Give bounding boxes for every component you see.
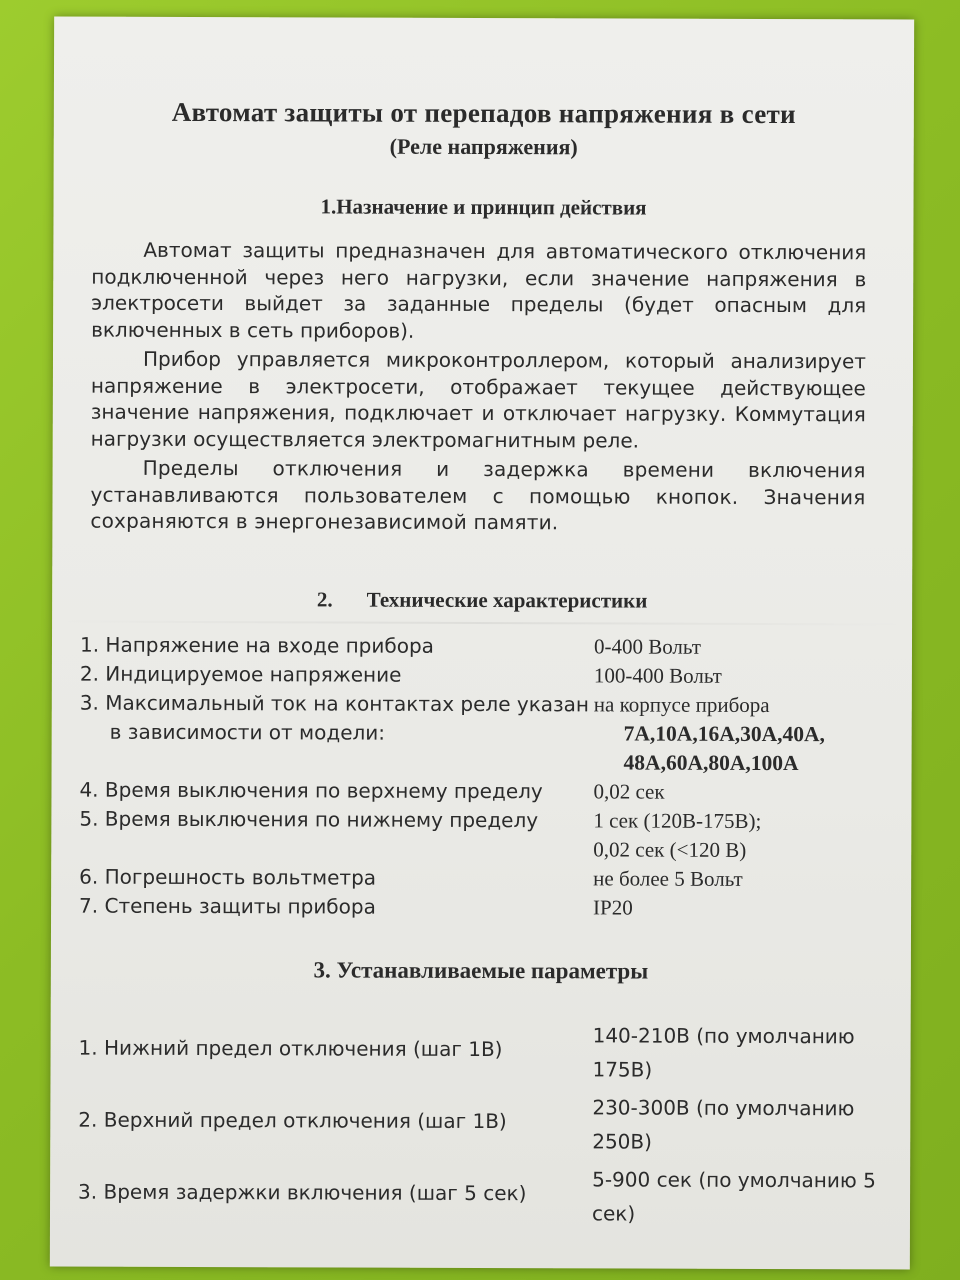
spec-value: на корпусе прибора [593, 692, 770, 718]
spec-label: 2. Индицируемое напряжение [79, 661, 402, 687]
section-1-body [90, 237, 866, 540]
parameter-label: 1. Нижний предел отключения (шаг 1В) [78, 1035, 503, 1062]
parameter-row [78, 1161, 878, 1232]
spec-row [79, 892, 879, 924]
spec-row [79, 863, 879, 895]
instruction-sheet [50, 17, 914, 1270]
spec-value-line: 0,02 сек (<120 В) [593, 837, 747, 862]
spec-label: в зависимости от модели: [109, 719, 386, 745]
spec-label: 7. Степень защиты прибора [79, 893, 376, 919]
spec-value: не более 5 Вольт [593, 866, 743, 891]
spec-value: 0-400 Вольт [593, 634, 701, 659]
parameter-value: 230-300В (по умолчанию 250В) [592, 1095, 855, 1154]
paragraph: Автомат защиты предназначен для автоматического отключения подключенной через него нагрузки, если значение напряжения в электросети выйдет за заданные пределы (будет опасным для включенных в сеть приборов). [91, 237, 867, 343]
document-subtitle: (Реле напряжения) [389, 133, 578, 160]
parameter-list [78, 1017, 879, 1236]
parameter-value: 5-900 сек (по умолчанию 5 сек) [591, 1167, 876, 1226]
parameter-label: 2. Верхний предел отключения (шаг 1В) [78, 1107, 507, 1134]
spec-value: 0,02 сек [593, 779, 665, 804]
parameter-row [78, 1017, 878, 1088]
spec-row [79, 776, 879, 808]
paragraph: Прибор управляется микроконтроллером, который анализирует напряжение в электросети, отображает текущее действующее значение напряжения, подключает и отключает нагрузку. Коммутация нагрузки осуществляется электромагнитным реле. [90, 346, 867, 453]
section-3-heading: 3. Устанавливаемые параметры [313, 957, 649, 984]
spec-value [593, 806, 879, 865]
spec-value-line: 1 сек (120В-175В); [593, 808, 762, 833]
section-2-number: 2. [316, 587, 333, 612]
section-2-heading [52, 586, 912, 614]
paragraph: Пределы отключения и задержка времени включения устанавливаются пользователем с помощью кнопок. Значения сохраняются в энергонезависимой памяти. [90, 455, 866, 535]
parameter-value: 140-210В (по умолчанию 175В) [592, 1023, 855, 1082]
spec-value-line: 7А,10А,16А,30А,40А, [623, 721, 825, 747]
spec-list [79, 631, 880, 924]
spec-row [80, 689, 880, 721]
spec-label: 6. Погрешность вольтметра [79, 864, 377, 890]
parameter-label: 3. Время задержки включения (шаг 5 сек) [78, 1179, 527, 1206]
spec-value: IP20 [593, 895, 633, 920]
spec-row [80, 631, 880, 663]
spec-row [80, 718, 880, 779]
spec-label: 4. Время выключения по верхнему пределу [79, 777, 543, 804]
spec-value-line: 48А,60А,80А,100А [623, 750, 799, 776]
spec-row [79, 805, 879, 866]
spec-value: 100-400 Вольт [593, 663, 722, 688]
spec-value [624, 719, 880, 778]
spec-label: 5. Время выключения по нижнему пределу [79, 806, 539, 833]
section-1-heading: 1.Назначение и принцип действия [320, 194, 647, 220]
spec-label: 3. Максимальный ток на контактах реле указан [79, 690, 590, 717]
section-2-title: Технические характеристики [366, 587, 648, 613]
document-title: Автомат защиты от перепадов напряжения в сети [171, 96, 796, 130]
spec-row [80, 660, 880, 692]
spec-label: 1. Напряжение на входе прибора [79, 632, 434, 658]
parameter-row [78, 1089, 878, 1160]
